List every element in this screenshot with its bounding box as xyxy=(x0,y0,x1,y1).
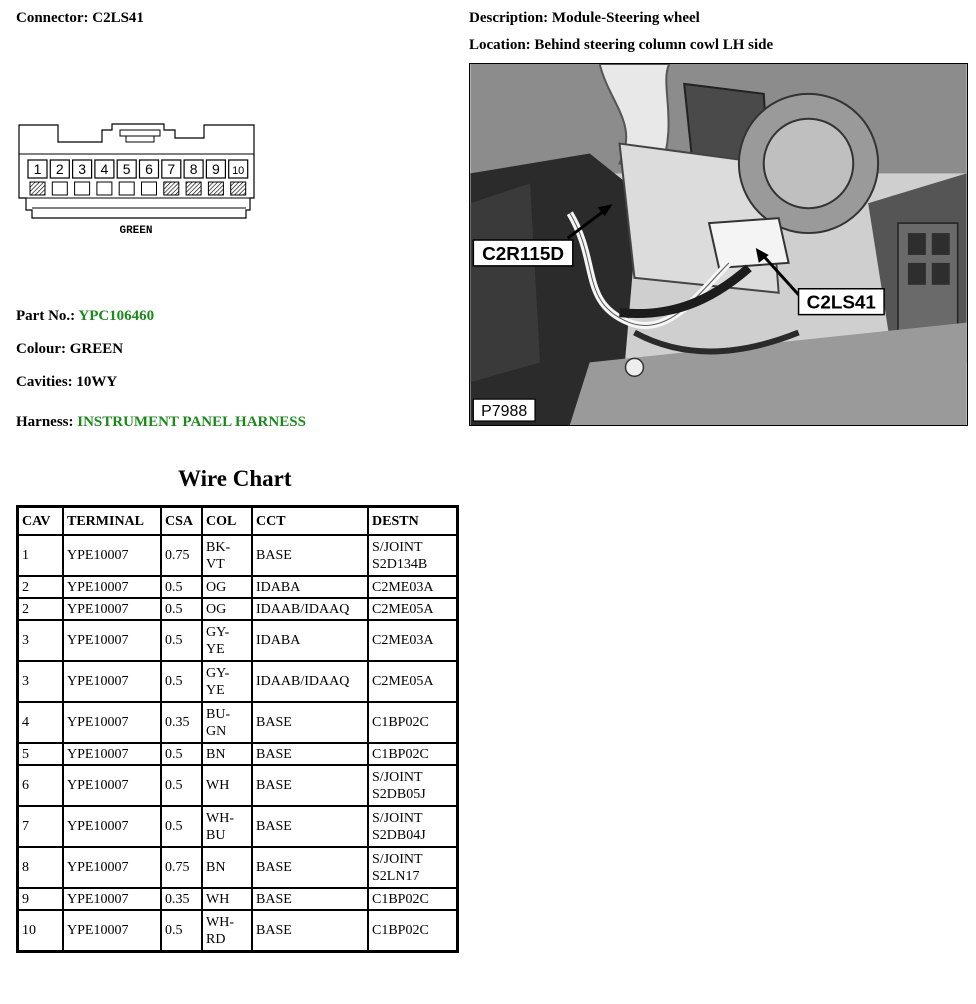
pin-number: 6 xyxy=(145,161,153,177)
connector-colour-label: GREEN xyxy=(119,225,153,237)
table-row xyxy=(18,535,457,576)
cell-cct: BASE xyxy=(252,743,368,765)
cell-terminal: YPE10007 xyxy=(63,576,161,598)
connector-id: Connector: C2LS41 xyxy=(16,10,144,26)
cell-csa: 0.5 xyxy=(161,661,202,702)
cell-col: WH-BU xyxy=(202,806,252,847)
cell-destn: S/JOINT S2DB05J xyxy=(368,765,457,806)
cell-destn: S/JOINT S2DB04J xyxy=(368,806,457,847)
cell-terminal: YPE10007 xyxy=(63,535,161,576)
cell-csa: 0.5 xyxy=(161,743,202,765)
cell-col: BN xyxy=(202,743,252,765)
pin-number: 2 xyxy=(55,161,64,177)
cell-cav: 10 xyxy=(18,910,63,951)
pin-number: 4 xyxy=(100,161,109,177)
pin-number: 8 xyxy=(189,161,198,177)
table-row xyxy=(18,743,457,765)
cell-col: WH-RD xyxy=(202,910,252,951)
cavity xyxy=(208,182,223,195)
table-row xyxy=(18,847,457,888)
cell-col: OG xyxy=(202,576,252,598)
cell-terminal: YPE10007 xyxy=(63,765,161,806)
cell-cav: 7 xyxy=(18,806,63,847)
header-terminal: TERMINAL xyxy=(63,507,161,535)
cell-destn: C2ME05A xyxy=(368,598,457,620)
cell-destn: C1BP02C xyxy=(368,743,457,765)
cell-cct: BASE xyxy=(252,910,368,951)
location: Location: Behind steering column cowl LH side xyxy=(469,37,774,53)
cell-csa: 0.5 xyxy=(161,806,202,847)
cell-terminal: YPE10007 xyxy=(63,847,161,888)
cell-terminal: YPE10007 xyxy=(63,620,161,661)
cell-cav: 2 xyxy=(18,576,63,598)
cell-csa: 0.5 xyxy=(161,910,202,951)
cavity xyxy=(75,182,90,195)
table-header-row xyxy=(18,507,457,535)
cell-col: GY-YE xyxy=(202,620,252,661)
cavity xyxy=(52,182,67,195)
cell-terminal: YPE10007 xyxy=(63,888,161,910)
cell-destn: C2ME03A xyxy=(368,576,457,598)
cavity xyxy=(142,182,157,195)
cell-col: WH xyxy=(202,888,252,910)
cell-csa: 0.35 xyxy=(161,702,202,743)
table-row xyxy=(18,888,457,910)
pin-number: 7 xyxy=(167,161,176,177)
cell-destn: C1BP02C xyxy=(368,910,457,951)
cell-cav: 1 xyxy=(18,535,63,576)
callout-c2ls41: C2LS41 xyxy=(806,292,876,314)
table-row xyxy=(18,576,457,598)
cavity xyxy=(231,182,246,195)
cell-destn: C1BP02C xyxy=(368,702,457,743)
cell-cav: 9 xyxy=(18,888,63,910)
wire-chart-title: Wire Chart xyxy=(178,466,292,491)
cell-cav: 8 xyxy=(18,847,63,888)
cell-col: BN xyxy=(202,847,252,888)
table-row xyxy=(18,806,457,847)
cell-destn: S/JOINT S2LN17 xyxy=(368,847,457,888)
wire-chart-table xyxy=(16,505,459,953)
cell-csa: 0.75 xyxy=(161,535,202,576)
cavities: Cavities: 10WY xyxy=(16,374,118,390)
cell-cct: BASE xyxy=(252,806,368,847)
cavity xyxy=(30,182,45,195)
cell-col: OG xyxy=(202,598,252,620)
cell-csa: 0.5 xyxy=(161,620,202,661)
cell-cav: 2 xyxy=(18,598,63,620)
cell-csa: 0.75 xyxy=(161,847,202,888)
cell-cct: IDABA xyxy=(252,620,368,661)
cell-cct: BASE xyxy=(252,702,368,743)
pin-number: 3 xyxy=(78,161,86,177)
part-number: Part No.: YPC106460 xyxy=(16,308,155,324)
colour: Colour: GREEN xyxy=(16,341,124,357)
cell-col: WH xyxy=(202,765,252,806)
cell-cav: 4 xyxy=(18,702,63,743)
header-destn: DESTN xyxy=(368,507,457,535)
cell-cav: 6 xyxy=(18,765,63,806)
cell-destn: C1BP02C xyxy=(368,888,457,910)
cavity xyxy=(119,182,134,195)
cell-terminal: YPE10007 xyxy=(63,702,161,743)
pin-number: 9 xyxy=(212,161,220,177)
location-photo xyxy=(469,63,968,426)
cell-col: GY-YE xyxy=(202,661,252,702)
cell-cav: 3 xyxy=(18,620,63,661)
pin-number: 1 xyxy=(33,161,42,177)
cell-cav: 5 xyxy=(18,743,63,765)
cell-cct: IDAAB/IDAAQ xyxy=(252,661,368,702)
cell-destn: C2ME03A xyxy=(368,620,457,661)
cell-col: BK-VT xyxy=(202,535,252,576)
photo-reference: P7988 xyxy=(481,403,528,421)
cell-terminal: YPE10007 xyxy=(63,661,161,702)
cell-terminal: YPE10007 xyxy=(63,806,161,847)
cell-csa: 0.5 xyxy=(161,598,202,620)
cell-cct: BASE xyxy=(252,765,368,806)
cell-terminal: YPE10007 xyxy=(63,598,161,620)
callout-c2r115d: C2R115D xyxy=(482,243,565,265)
description: Description: Module-Steering wheel xyxy=(469,10,700,26)
table-row xyxy=(18,598,457,620)
table-row xyxy=(18,702,457,743)
header-csa: CSA xyxy=(161,507,202,535)
header-cct: CCT xyxy=(252,507,368,535)
cell-cct: IDAAB/IDAAQ xyxy=(252,598,368,620)
header-cav: CAV xyxy=(18,507,63,535)
cell-cav: 3 xyxy=(18,661,63,702)
pin-number: 10 xyxy=(232,165,245,177)
table-row xyxy=(18,620,457,661)
cell-csa: 0.5 xyxy=(161,765,202,806)
cell-csa: 0.5 xyxy=(161,576,202,598)
cavity xyxy=(186,182,201,195)
cell-terminal: YPE10007 xyxy=(63,743,161,765)
cell-cct: BASE xyxy=(252,888,368,910)
cell-terminal: YPE10007 xyxy=(63,910,161,951)
cell-destn: C2ME05A xyxy=(368,661,457,702)
table-row xyxy=(18,910,457,951)
cell-col: BU-GN xyxy=(202,702,252,743)
cavity xyxy=(97,182,112,195)
cell-cct: BASE xyxy=(252,535,368,576)
table-row xyxy=(18,661,457,702)
table-row xyxy=(18,765,457,806)
connector-face-diagram xyxy=(14,118,264,243)
cell-cct: BASE xyxy=(252,847,368,888)
pin-number: 5 xyxy=(122,161,131,177)
cell-destn: S/JOINT S2D134B xyxy=(368,535,457,576)
cavity xyxy=(164,182,179,195)
cell-csa: 0.35 xyxy=(161,888,202,910)
cell-cct: IDABA xyxy=(252,576,368,598)
header-col: COL xyxy=(202,507,252,535)
harness: Harness: INSTRUMENT PANEL HARNESS xyxy=(16,414,306,430)
